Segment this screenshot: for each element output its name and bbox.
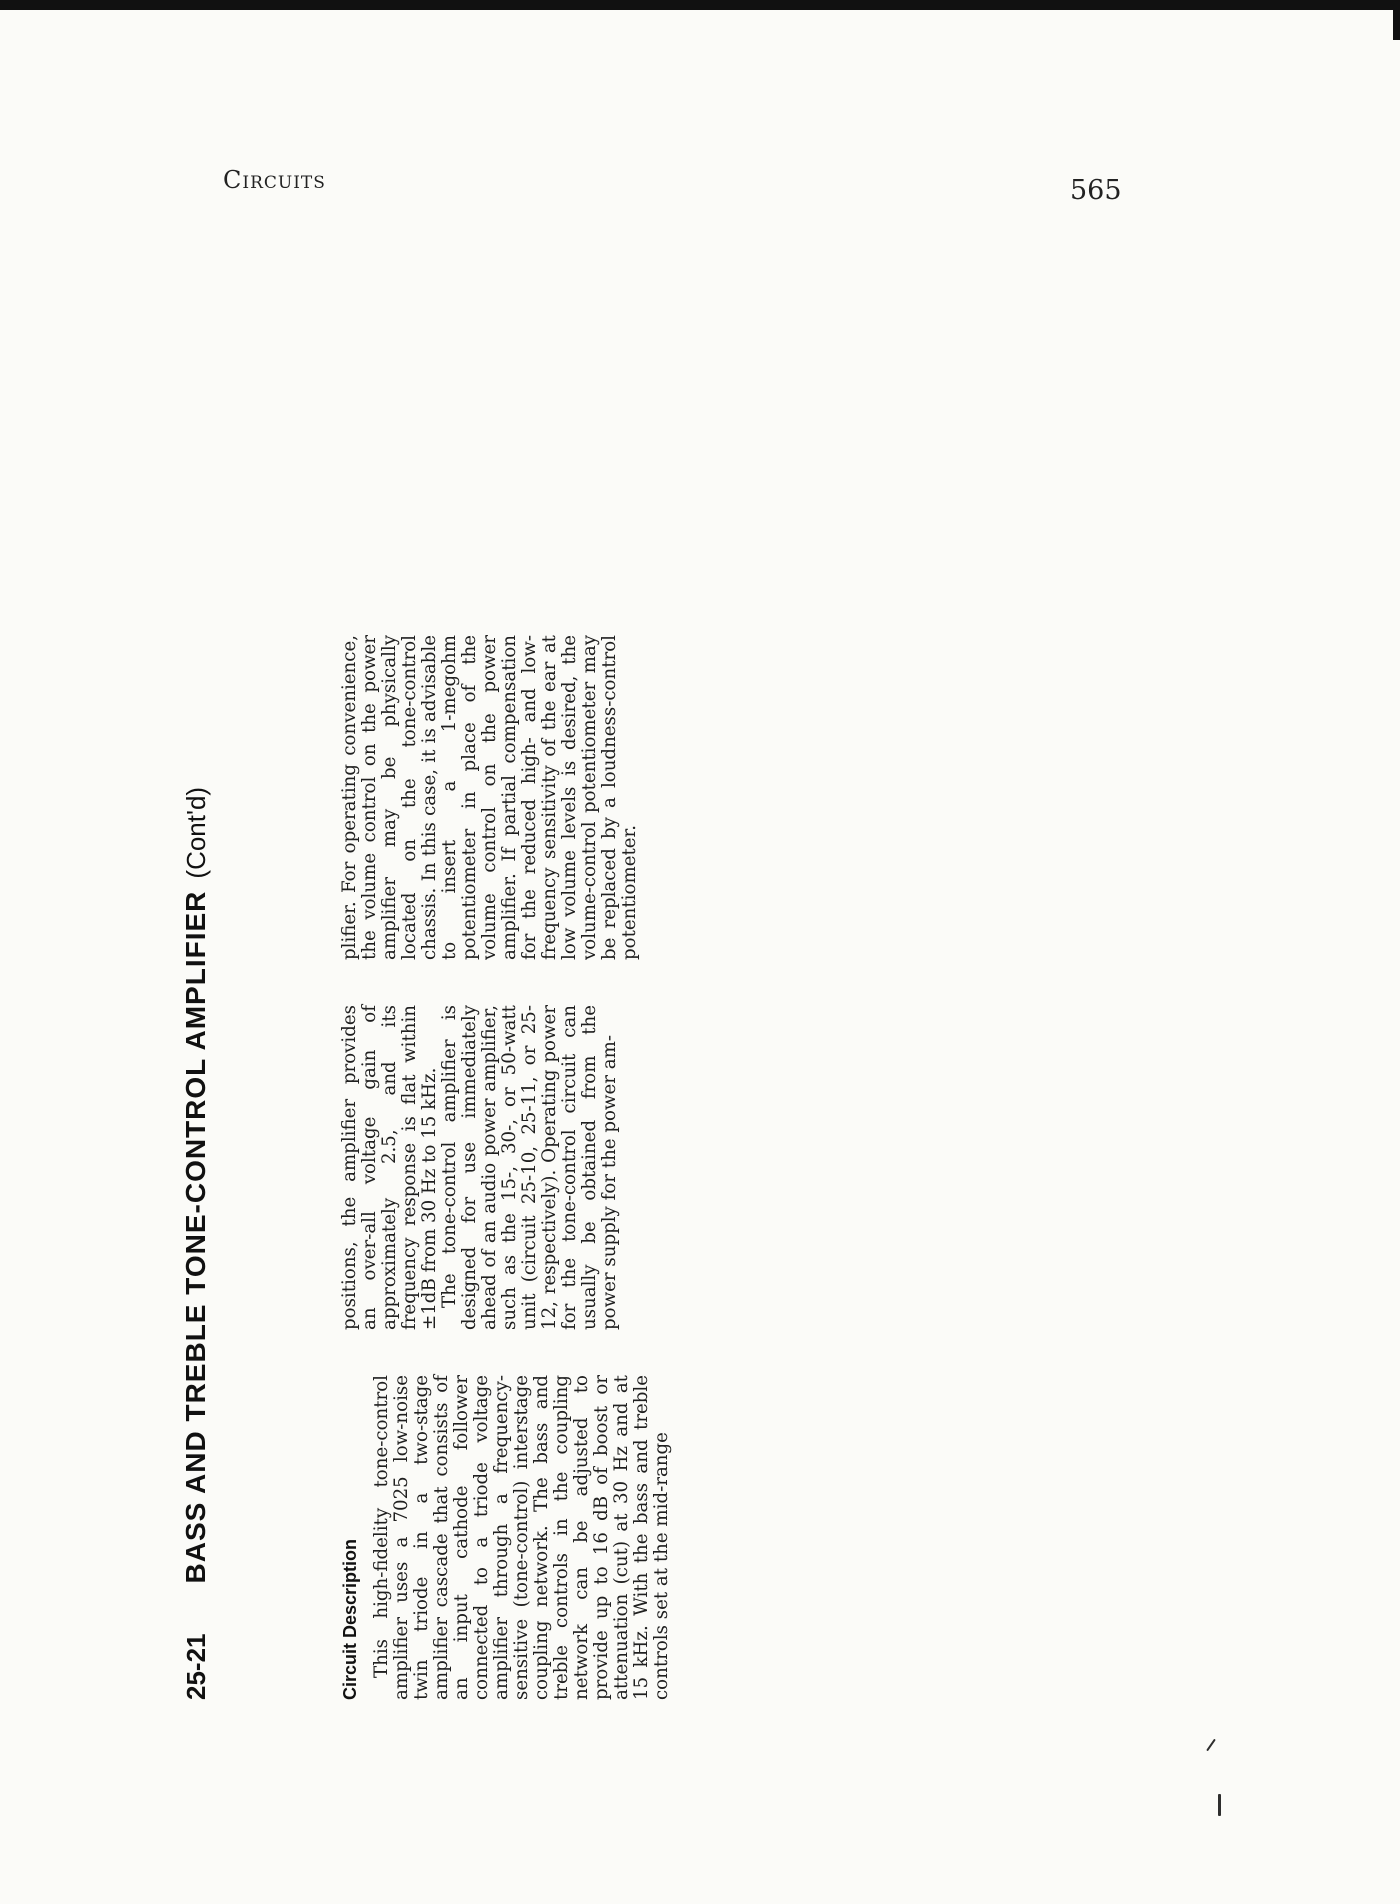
paragraph: plifier. For operating convenience, the volume control on the power amplifier may be physically located on the tone-control chassis. In this case, it is advisable to insert a 1-megohm potentiometer in place of the volume control on the power amplifier. If partial compensation for the reduced high- and low-frequency sensitivity of the ear at low volume levels is desired, the volume-control potentiometer may be replaced by a loudness-control potentiometer.	[339, 635, 640, 960]
text-columns	[340, 560, 740, 1700]
scan-mark	[1206, 1739, 1216, 1752]
text-column-2	[340, 1005, 620, 1330]
paragraph: positions, the amplifier provides an over-all voltage gain of approximately 2.5, and its frequency response is flat within ±1dB from 30 Hz to 15 kHz.	[339, 1005, 440, 1330]
rotated-page-content	[180, 560, 880, 1700]
section-number: 25-21	[181, 1633, 211, 1700]
scan-mark	[1218, 1794, 1221, 1816]
section-continuation: (Cont'd)	[181, 786, 211, 879]
page-number: 565	[1070, 175, 1122, 206]
section-title-text: BASS AND TREBLE TONE-CONTROL AMPLIFIER	[180, 890, 211, 1584]
page-corner-border	[1393, 0, 1400, 40]
text-column-1	[340, 1375, 672, 1700]
paragraph: The tone-control amplifier is designed for use immediately ahead of an audio power amplifier, such as the 15-, 30-, or 50-watt unit (circuit 25-10, 25-11, or 25-12, respectively). Operating power for the tone-control circuit can usually be obtained from the power supply for the power am-	[439, 1005, 620, 1330]
page-top-border	[0, 0, 1400, 10]
section-heading	[180, 787, 212, 1700]
paragraph: This high-fidelity tone-control amplifier uses a 7025 low-noise twin triode in a two-stage amplifier cascade that consists of an input cathode follower connected to a triode voltage amplifier through a frequency-sensitive (tone-control) interstage coupling network. The bass and treble controls in the coupling network can be adjusted to provide up to 16 dB of boost or attenuation (cut) at 30 Hz and at 15 kHz. With the bass and treble controls set at the mid-range	[371, 1375, 672, 1700]
section-title	[180, 787, 212, 1584]
running-header: Circuits	[223, 166, 326, 194]
text-column-3	[340, 635, 640, 960]
subheading: Circuit Description	[340, 1538, 360, 1700]
